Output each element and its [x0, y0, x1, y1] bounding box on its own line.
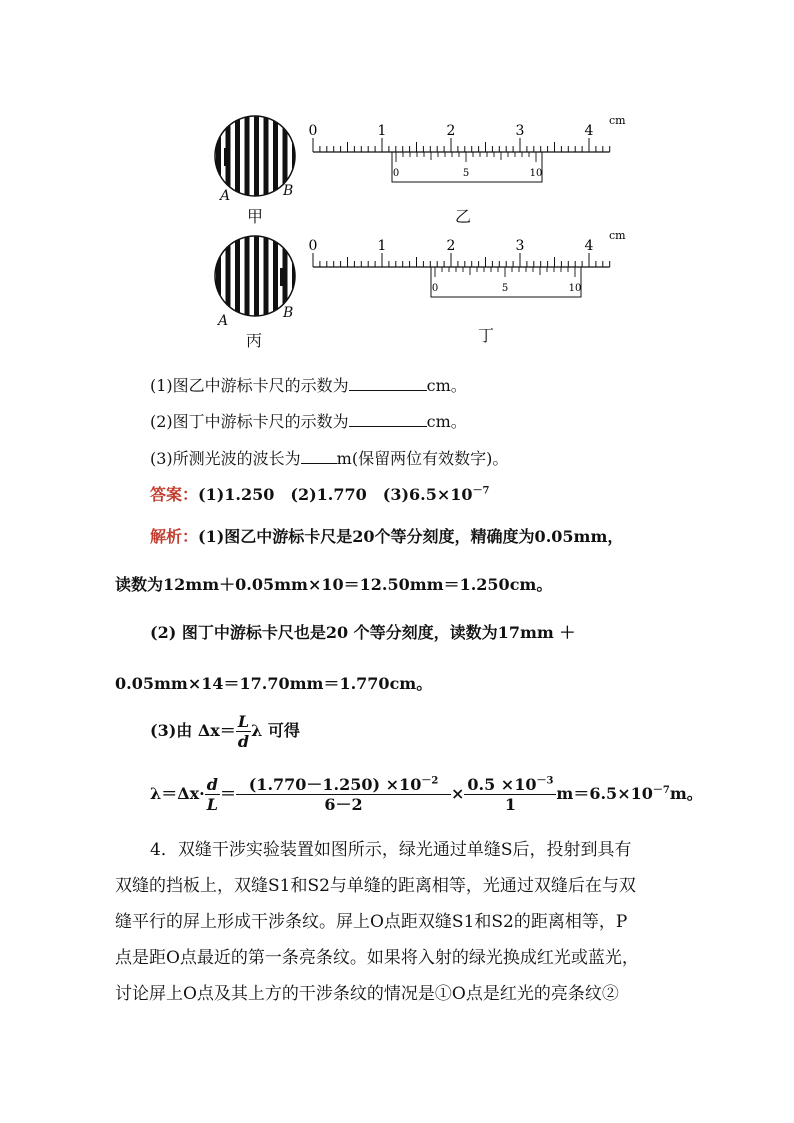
caption-yi: 乙: [455, 207, 472, 226]
vernier-label: 0: [431, 283, 439, 294]
problem4-line-2: 双缝的挡板上，双缝S1和S2与单缝的距离相等，光通过双缝后在与双: [115, 876, 636, 896]
analysis-para-1: 解析：(1)图乙中游标卡尺是20个等分刻度，精确度为0.05mm，: [150, 527, 624, 546]
answer-blank-3: [301, 449, 337, 464]
analysis-para-2: (2) 图丁中游标卡尺也是20 个等分刻度，读数为17mm ＋: [150, 623, 576, 642]
problem4-line-4: 点是距O点最近的第一条亮条纹。如果将入射的绿光换成红光或蓝光，: [115, 948, 639, 968]
vernier-label: 10: [568, 283, 582, 294]
fringe-stripe: [264, 232, 269, 322]
main-scale-label: 3: [515, 123, 525, 139]
analysis-para-3: (3)由 Δx＝ $\frac{L}{d}$ λ 可得: [150, 712, 300, 752]
problem4-line-5: 讨论屏上O点及其上方的干涉条纹的情况是①O点是红光的亮条纹②: [115, 984, 619, 1004]
figure-ding-vernier: [305, 227, 626, 317]
analysis-para-1b: 读数为12mm＋0.05mm×10＝12.50mm＝1.250cm。: [115, 575, 553, 594]
answer-blank-1: [349, 376, 427, 391]
main-scale-label: 4: [584, 123, 594, 139]
vernier-label: 10: [529, 168, 543, 179]
answer-blank-2: [349, 412, 427, 427]
problem4-line-1: 4．双缝干涉实验装置如图所示，绿光通过单缝S后，投射到具有: [150, 840, 632, 860]
main-scale-label: 3: [515, 238, 525, 254]
fringe-stripe: [216, 232, 221, 322]
unit-label: cm: [609, 114, 626, 127]
fringe-stripe: [264, 112, 269, 202]
main-scale-label: 4: [584, 238, 594, 254]
question-2: (2)图丁中游标卡尺的示数为 cm。: [150, 412, 467, 431]
vernier-label: 0: [392, 168, 400, 179]
main-scale-label: 2: [446, 238, 456, 254]
caption-ding: 丁: [478, 326, 495, 345]
caption-bing: 丙: [246, 331, 263, 350]
main-scale-label: 2: [446, 123, 456, 139]
vernier-label: 5: [501, 283, 509, 294]
main-scale-label: 0: [308, 238, 318, 254]
main-scale-label: 1: [377, 123, 387, 139]
fringe-stripe: [235, 232, 240, 322]
analysis-label: 解析：: [150, 527, 199, 546]
vernier-label: 5: [462, 168, 470, 179]
unit-label: cm: [609, 229, 626, 242]
fringe-stripe: [245, 232, 250, 322]
question-3: (3)所测光波的波长为 m(保留两位有效数字)。: [150, 449, 509, 468]
point-a-label-2: A: [218, 313, 229, 329]
point-b-label: B: [283, 183, 294, 199]
fringe-stripe: [245, 112, 250, 202]
point-a-label: A: [220, 188, 231, 204]
wavelength-formula: λ＝Δx· $\frac{d}{L}$ ＝ $\frac{(1.770-1.250) \times 10^{-2}}{6-2}$ × $\frac{0.5 \times 10^{-3}}{1}$ $m=6.5\times 10^{-7}m$。: [150, 775, 703, 815]
figure-yi-vernier: [305, 112, 626, 202]
main-scale-label: 1: [377, 238, 387, 254]
fringe-stripe: [254, 232, 259, 322]
figure-bing-fringes: [210, 232, 310, 347]
answer-label: 答案：: [150, 485, 199, 504]
question-1: (1)图乙中游标卡尺的示数为 cm。: [150, 376, 467, 395]
main-scale-label: 0: [308, 123, 318, 139]
fringe-stripe: [235, 112, 240, 202]
fringe-stripe: [254, 112, 259, 202]
answer-line: 答案：(1)1.250 (2)1.770 $(3)6.5\times 10^{-7}$: [150, 485, 490, 504]
caption-jia: 甲: [247, 207, 264, 226]
problem4-line-3: 缝平行的屏上形成干涉条纹。屏上O点距双缝S1和S2的距离相等，P: [115, 912, 628, 932]
point-b-label-2: B: [283, 305, 294, 321]
analysis-para-2b: 0.05mm×14＝17.70mm＝1.770cm。: [115, 674, 433, 693]
